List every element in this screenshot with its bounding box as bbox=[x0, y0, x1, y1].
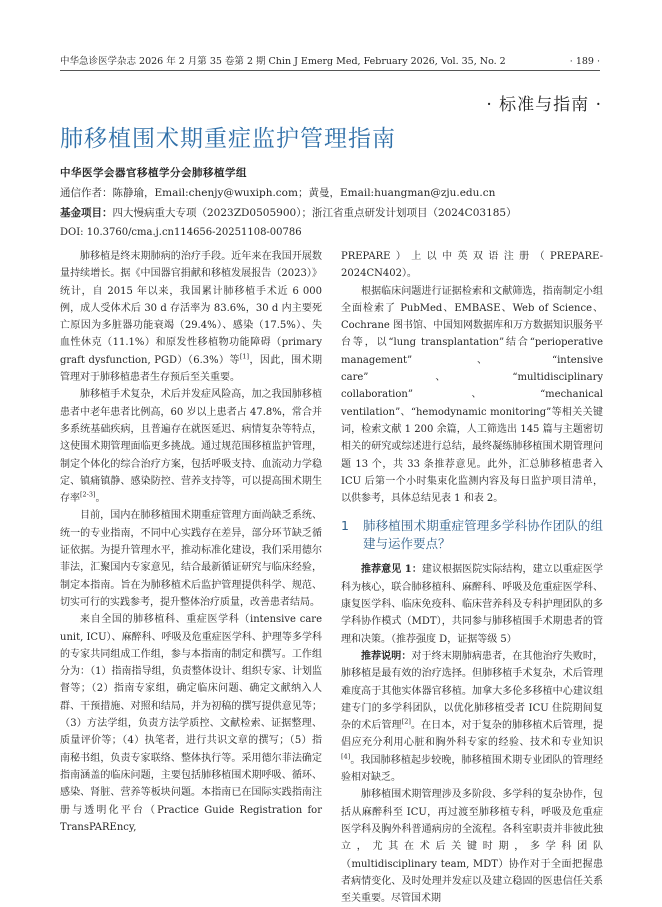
paragraph: 目前，国内在肺移植围术期重症管理方面尚缺乏系统、统一的专业指南，不同中心实践存在差异，部分环节缺乏循证依据。为提升管理水平，推动标准化建设，我们采用德尔菲法，汇聚国内专家意见，结合最新循证研究与临床经验，制定本指南。旨在为肺移植术后监护管理提供科学、规范、切实可行的实践参考，提升整体治疗质量，改善患者结局。 bbox=[60, 510, 322, 608]
funding bbox=[60, 203, 605, 223]
doi: DOI: 10.3760/cma.j.cn114656-20251108-00786 bbox=[60, 227, 302, 238]
corresponding-text: 陈静瑜，Email:chenjy@wuxiph.com；黄曼，Email:huangman@zju.edu.cn bbox=[112, 187, 496, 199]
explanation-label: 推荐说明： bbox=[361, 650, 412, 662]
reference-mark: [4] bbox=[341, 752, 351, 761]
reference-mark: [2] bbox=[401, 717, 411, 726]
funding-label: 基金项目： bbox=[60, 207, 113, 219]
reference-mark: [1] bbox=[239, 352, 250, 361]
article-title: 肺移植围术期重症监护管理指南 bbox=[60, 126, 396, 152]
corresponding-authors bbox=[60, 183, 605, 203]
author-organization: 中华医学会器官移植学分会肺移植学组 bbox=[60, 167, 247, 179]
paragraph: 肺移植是终末期肺病的治疗手段。近年来在我国开展数量持续增长。据《中国器官捐献和移植发展报告（2023）》统计，自 2015 年以来，我国累计肺移植手术近 6 000 例，成人受体术后 30 d 存活率为 83.6%，30 d 内主要死亡原因为多脏器功能衰竭（29.4%）、感染（17.5%）、失血性休克（11.1%）和原发性移植物功能障碍（primary graft dysfunction, PGD）（6.3%）等[1]，因此，围术期管理对于肺移植患者生存预后至关重要。 bbox=[60, 251, 322, 384]
paragraph: 肺移植手术复杂，术后并发症风险高，加之我国肺移植患者中老年患者比例高，60 岁以上患者占 47.8%，常合并多系统基础疾病，且普遍存在就医延迟、病情复杂等特点，这使围术期管理面临更多挑战。通过规范围移植监护管理，制定个体化的综合治疗方案，包括呼吸支持、血流动力学稳定、镇痛镇静、感染防控、营养支持等，可以提高围术期生存率[2-3]。 bbox=[60, 389, 322, 505]
right-column bbox=[341, 248, 603, 907]
funding-text: 四大慢病重大专项（2023ZD0505900）；浙江省重点研发计划项目（2024C03185） bbox=[112, 207, 517, 219]
recommendation-label: 推荐意见 1： bbox=[361, 564, 422, 576]
section-number: 1 bbox=[341, 518, 349, 534]
reference-mark: [2-3] bbox=[80, 490, 96, 499]
corresponding-label: 通信作者： bbox=[60, 187, 113, 199]
recommendation-explanation: 推荐说明：对于终末期肺病患者，在其他治疗失败时，肺移植是最有效的治疗选择。但肺移植手术复杂，术后管理难度高于其他实体器官移植。加拿大多伦多移植中心建议组建专门的多学科团队，以优化肺移植受者 ICU 住院期间复杂的术后管理[2]。在日本，对于复杂的肺移植术后管理，提倡应充分利用心脏和胸外科专家的经验、技术和专业知识[4]。我国肺移植起步较晚，肺移植围术期专业团队的管理经验相对缺乏。 bbox=[341, 650, 604, 784]
paragraph: 来自全国的肺移植科、重症医学科（intensive care unit, ICU）、麻醉科、呼吸及危重症医学科、护理等多学科的专家共同组成工作组，参与本指南的制定和撰写。工作组分为：（1）指南指导组，负责整体设计、组织专家、计划监督等；（2）指南专家组，确定临床问题、确定文献纳入人群、干预措施、对照和结局，并为初稿的撰写提供意见等；（3）方法学组，负责方法学质控、文献检索、证据整理、质量评价等；（4）执笔者，进行共识文章的撰写；（5）指南秘书组，负责专家联络、整体执行等。采用德尔菲法确定指南涵盖的临床问题，主要包括肺移植围术期呼吸、循环、感染、肾脏、营养等板块问题。本指南已在国际实践指南注册与透明化平台（Practice Guide Registration for TransPAREncy, bbox=[60, 614, 322, 833]
paragraph: 肺移植围术期管理涉及多阶段、多学科的复杂协作，包括从麻醉科至 ICU，再过渡至肺移植专科，呼吸及危重症医学科及胸外科普通病房的全流程。各科室职责并非彼此独立，尤其在术后关键时期，多学科团队（multidisciplinary team, MDT）协作对于全面把握患者病情变化、及时处理并发症以及建立稳固的医患信任关系至关重要。尽管国术期 bbox=[341, 789, 603, 905]
section-tag: · 标准与指南 · bbox=[486, 95, 602, 115]
article-meta bbox=[60, 163, 605, 243]
section-title: 肺移植围术期重症管理多学科协作团队的组建与运作要点？ bbox=[363, 518, 603, 552]
header-divider bbox=[60, 70, 600, 71]
left-column bbox=[60, 248, 322, 836]
page-number: · 189 · bbox=[569, 56, 600, 67]
paragraph: 根据临床问题进行证据检索和文献筛选，指南制定小组全面检索了 PubMed、EMBASE、Web of Science、Cochrane 图书馆、中国知网数据库和万方数据知识服务平台等，以“lung transplantation”结合“perioperative management”、“intensive care”、“multidisciplinary collaboration”、“mechanical ventilation”、“hemodynamic monitoring”等相关关键词，检索文献 1 200 余篇，人工筛选出 145 篇与主题密切相关的研究或综述进行总结，最终凝练肺移植围术期管理问题 13 个，共 33 条推荐意见。此外，汇总肺移植患者入 ICU 后第一个小时集束化监测内容及每日监护项目清单，以供参考，具体总结见表 1 和表 2。 bbox=[341, 285, 603, 505]
section-heading bbox=[341, 517, 603, 553]
paragraph: PREPARE）上以中英双语注册（PREPARE-2024CN402）。 bbox=[341, 251, 603, 280]
journal-citation: 中华急诊医学杂志 2026 年 2 月第 35 卷第 2 期 Chin J Emerg Med, February 2026, Vol. 35, No. 2 bbox=[60, 56, 506, 67]
recommendation: 推荐意见 1：建议根据医院实际结构，建立以重症医学科为核心，联合肺移植科、麻醉科、呼吸及危重症医学科、康复医学科、临床免疫科、临床营养科及专科护理团队的多学科协作模式（MDT），共同参与肺移植围手术期患者的管理和决策。（推荐强度 D，证据等级 5） bbox=[341, 564, 603, 645]
